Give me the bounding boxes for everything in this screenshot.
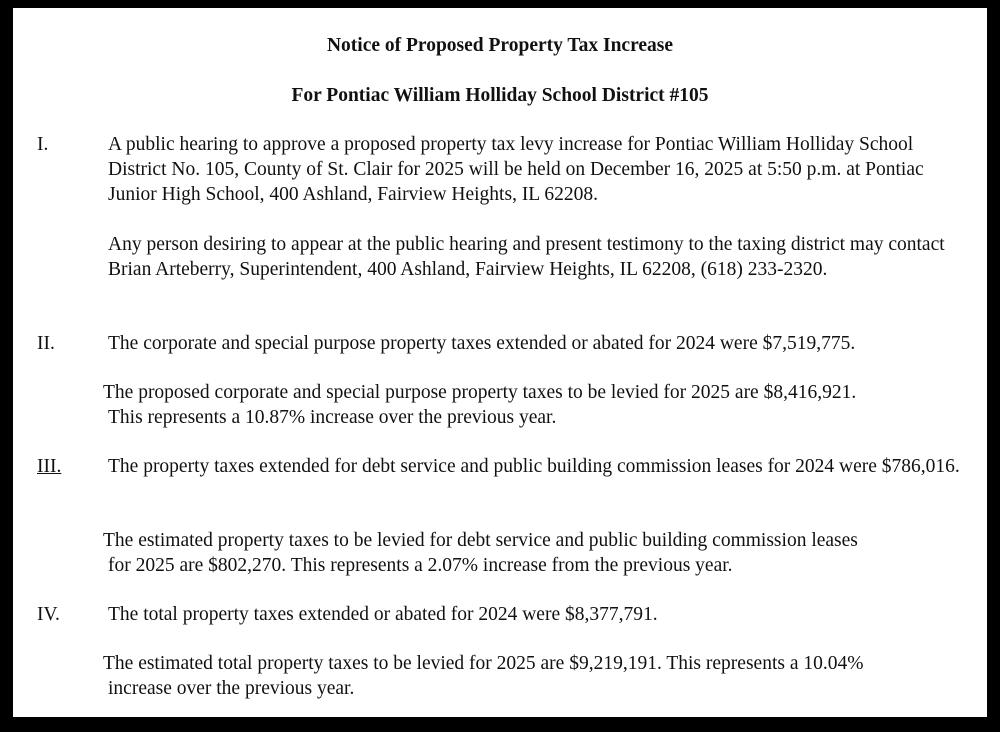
section-ii-paragraph-3: This represents a 10.87% increase over the previous year. [108,407,557,428]
section-iii-paragraph-3: for 2025 are $802,270. This represents a 2.07% increase from the previous year. [108,555,733,576]
section-ii-paragraph-1: The corporate and special purpose property taxes extended or abated for 2024 were $7,519,775. [108,333,856,354]
notice-document [13,8,987,717]
section-numeral-i: I. [37,134,49,155]
section-numeral-iii: III. [37,456,62,477]
section-iii-paragraph-1: The property taxes extended for debt service and public building commission leases for 2024 were $786,016. [108,456,960,477]
notice-subtitle: For Pontiac William Holliday School District #105 [291,85,709,106]
section-i-paragraph-2: Any person desiring to appear at the public hearing and present testimony to the taxing district may contact Brian Arteberry, Superintendent, 400 Ashland, Fairview Heights, IL 62208, (618) 233-2320. [108,234,945,280]
section-iv-paragraph-2: The estimated total property taxes to be levied for 2025 are $9,219,191. This represents a 10.04% [103,653,864,674]
section-numeral-iv: IV. [37,604,60,625]
section-iv-paragraph-3: increase over the previous year. [108,678,355,699]
section-iv-paragraph-1: The total property taxes extended or abated for 2024 were $8,377,791. [108,604,658,625]
section-i-paragraph-1: A public hearing to approve a proposed property tax levy increase for Pontiac William Holliday School District No. 105, County of St. Clair for 2025 will be held on December 16, 2025 at 5:50 p.m. at Pontiac Junior High School, 400 Ashland, Fairview Heights, IL 62208. [108,134,924,205]
section-iii-paragraph-2: The estimated property taxes to be levied for debt service and public building commission leases [103,530,858,551]
notice-title: Notice of Proposed Property Tax Increase [326,35,674,56]
section-numeral-ii: II. [37,333,55,354]
section-ii-paragraph-2: The proposed corporate and special purpose property taxes to be levied for 2025 are $8,416,921. [103,382,857,403]
